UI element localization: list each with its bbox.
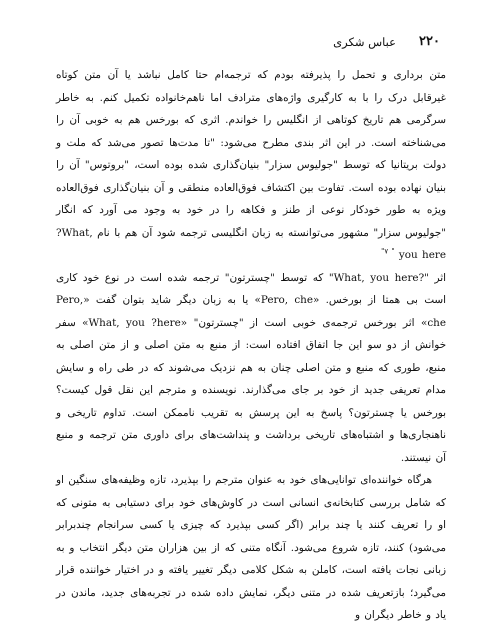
- paragraph-1: [56, 64, 446, 267]
- paragraph-3: هرگاه خواننده‌ای توانایی‌های خود به عنوان مترجم را بپذیرد، تازه وظیفه‌های سنگین او که شامل بررسی کتابخانه‌ی انسانی است در کاوش‌های خود برای دستیابی به متونی که او را تعریف کنند یا چند برابر (اگر کسی بپذیرد که چیزی یا کسی سرانجام چندبرابر می‌شود) کنند، تازه شروع می‌شود. آنگاه متنی که از بین هزاران متن دیگر انتخاب و به زبانی نجات یافته است، کاملن به شکل کلامی دیگر تغییر یافته و در اختیار خواننده قرار می‌گیرد؛ بازتعریف شده در متنی دیگر، نمایش داده شده در تجربه‌های جدید، ماندن در یاد و خاطر دیگران و: [56, 474, 446, 621]
- footnote-marker: " ۷": [381, 247, 395, 256]
- running-header: [0, 34, 500, 56]
- running-title: عباس شکری: [333, 35, 396, 49]
- page-number: ۲۲۰: [419, 34, 440, 49]
- paragraph-2: اثر "?What, you here" که توسط "چسترتون" ترجمه شده است در نوع خود کاری است بی همتا از بورخس. «Pero, che» یا به زبان دیگر شاید بتوان گفت «Pero, che» اثر بورخس ترجمه‌ی خوبی است از "چسترتون" «What, you ?here» سفر خوانش از دو سو این جا اتفاق افتاده است: از منبع به متن اصلی و از متن اصلی به منبع، طوری که منبع و متن اصلی چنان به هم نزدیک می‌شوند که در طی راه و سایش مدام تعریفی جدید از خود بر جای می‌گذارند. نویسنده و مترجم این نقل قول کیست؟ بورخس یا چسترتون؟ پاسخ به این پرسش به تقریب ناممکن است. تداوم تاریخی و ناهنجاری‌ها و اشتباه‌های تاریخی برداشت و پنداشت‌های برای داوری متن ترجمه و منبع آن نیستند.: [56, 271, 446, 464]
- paragraph-1-latin-quote: ?What, you here: [56, 226, 446, 261]
- paragraph-1-text: متن برداری و تحمل را پذیرفته بودم که ترجمه‌ام حتا کامل نباشد یا آن متن کوتاه غیرقابل درک را با به کارگیری واژه‌های مترادف اما ناهم‌خانواده تکمیل کنم. به خاطر سرگرمی هم تاریخ کوتاهی از انگلیس را خواندم. اثری که بورخس هم به خوبی آن را می‌شناخته است. در این اثر بندی مطرح می‌شود: "تا مدت‌ها تصور می‌شد که ملت و دولت بریتانیا که توسط "جولیوس سزار" بنیان‌گذاری شده بوده است، "بروتوس" آن را بنیان نهاده بوده است. تفاوت بین اکتشاف فوق‌العاده منطقی و آن بنیان‌گذاری فوق‌العاده ویژه به طور خودکار نوعی از طنز و فکاهه را در خود به وجود می آورد که انگار "جولیوس سزار" مشهور می‌توانسته به زبان انگلیسی ترجمه شود آن هم با نام: [56, 69, 446, 239]
- body-text: [56, 64, 446, 621]
